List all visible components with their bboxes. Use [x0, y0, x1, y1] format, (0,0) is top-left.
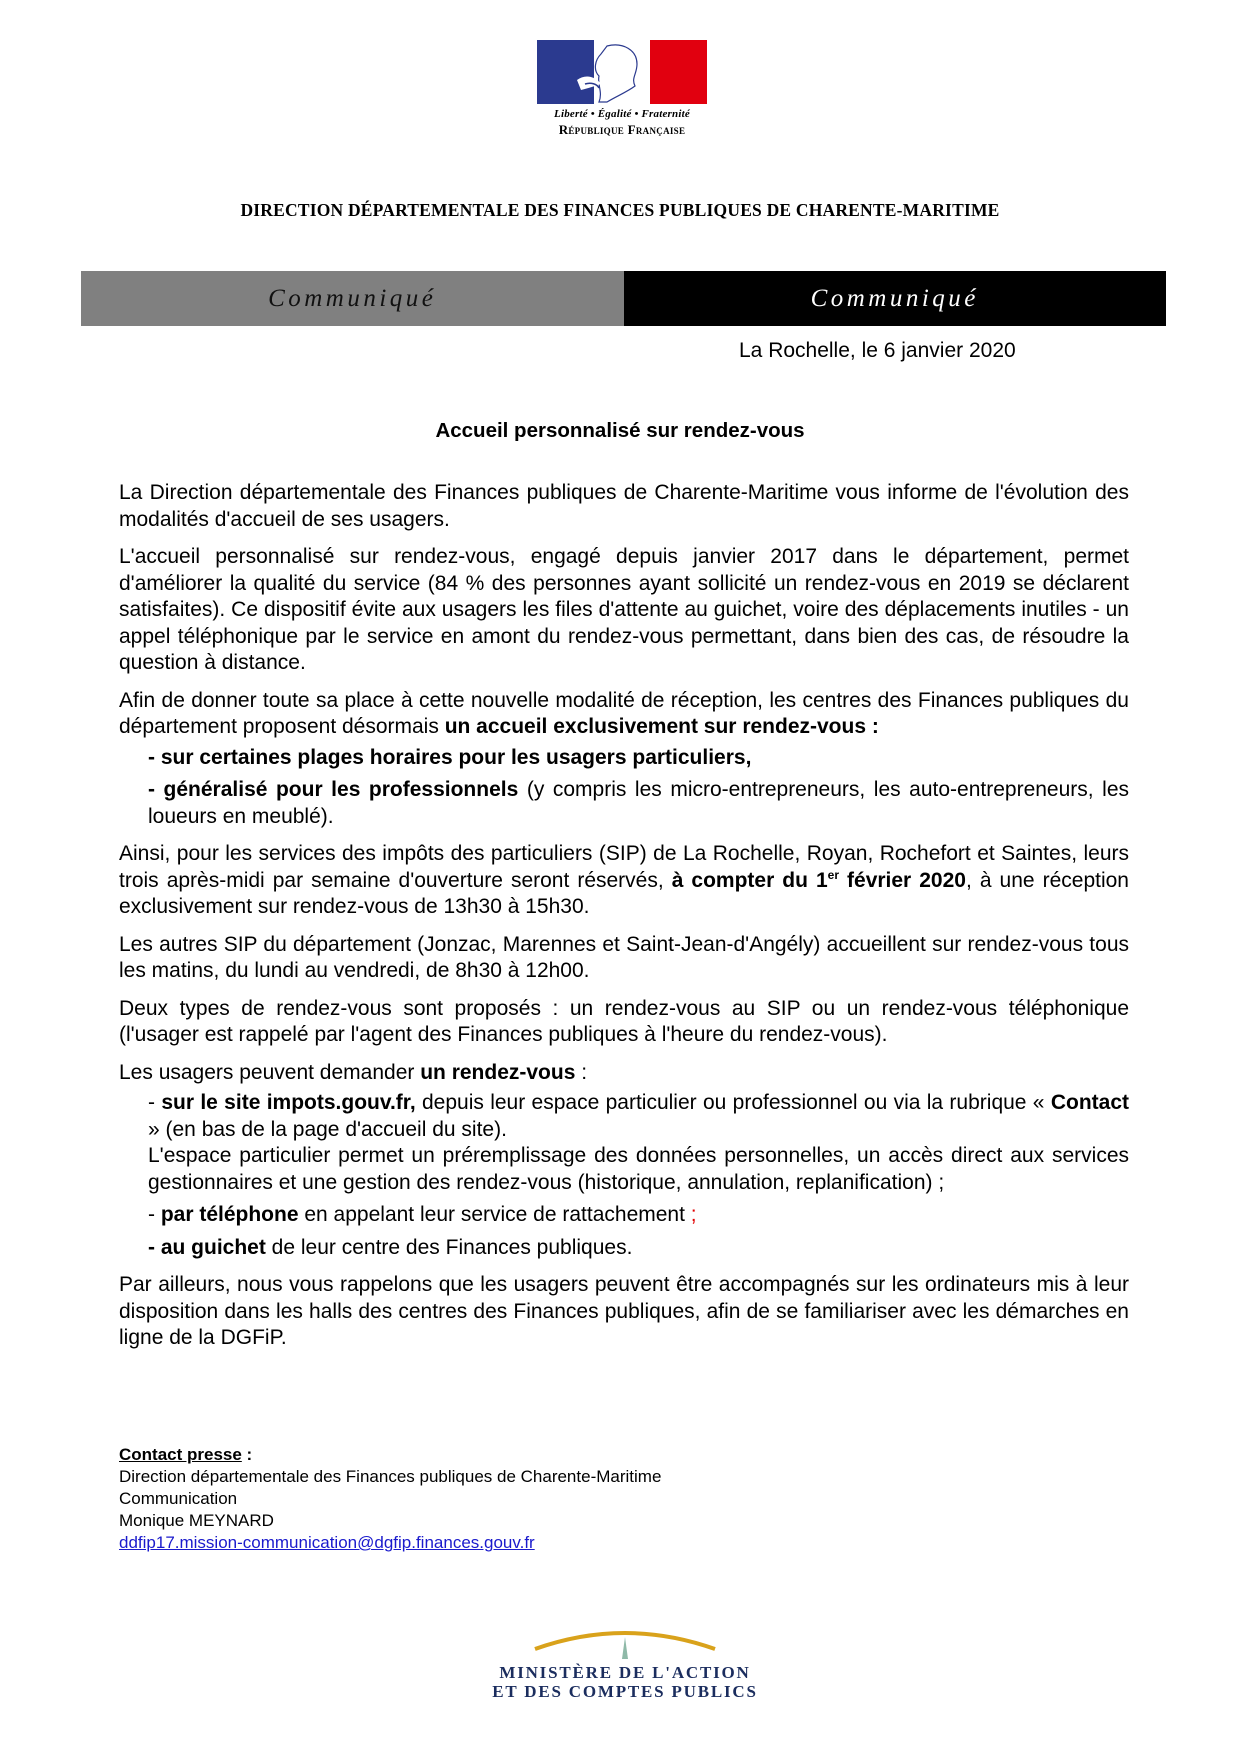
- contact-heading: Contact presse: [119, 1445, 242, 1464]
- paragraph: Deux types de rendez-vous sont proposés : un rendez-vous au SIP ou un rendez-vous téléphonique (l'usager est rappelé par l'agent des Finances publiques à l'heure du rendez-vous).: [119, 996, 1129, 1046]
- ministry-line-2: ET DES COMPTES PUBLICS: [492, 1682, 758, 1701]
- paragraph: La Direction départementale des Finances publiques de Charente-Maritime vous informe de l'évolution des modalités d'accueil de ses usagers.: [119, 481, 1129, 531]
- motto: Liberté • Égalité • Fraternité: [554, 108, 690, 120]
- paragraph: Les usagers peuvent demander un rendez-vous :: [119, 1060, 588, 1084]
- ministry-logo: [490, 1623, 760, 1701]
- ministry-arc-icon: [525, 1623, 725, 1663]
- paragraph: L'accueil personnalisé sur rendez-vous, engagé depuis janvier 2017 dans le département, permet d'améliorer la qualité du service (84 % des personnes ayant sollicité un rendez-vous en 2019 se déclarent satisfaites). Ce dispositif évite aux usagers les files d'attente au guichet, voire des déplacements inutiles - un appel téléphonique par le service en amont du rendez-vous permettant, dans bien des cas, de résoudre la question à distance.: [119, 545, 1129, 674]
- republique-francaise-label: République Française: [558, 122, 686, 137]
- marianne-icon: [537, 40, 707, 104]
- paragraph: Afin de donner toute sa place à cette nouvelle modalité de réception, les centres des Finances publiques du département proposent désormais un accueil exclusivement sur rendez-vous :: [119, 688, 1129, 738]
- contact-email-link[interactable]: ddfip17.mission-communication@dgfip.finances.gouv.fr: [119, 1533, 535, 1552]
- contact-line: Direction départementale des Finances publiques de Charente-Maritime: [119, 1467, 662, 1486]
- list-item: - sur le site impots.gouv.fr, depuis leur espace particulier ou professionnel ou via la rubrique « Contact » (en bas de la page d'accueil du site). L'espace particulier permet un préremplissage des données personnelles, un accès direct aux services gestionnaires et une gestion des rendez-vous (historique, annulation, replanification) ;: [148, 1091, 1129, 1194]
- ministry-line-1: MINISTÈRE DE L'ACTION: [499, 1663, 751, 1682]
- paragraph: Ainsi, pour les services des impôts des particuliers (SIP) de La Rochelle, Royan, Rochefort et Saintes, leurs trois après-midi par semaine d'ouverture seront réservés, à compter du 1er février 2020, à une réception exclusivement sur rendez-vous de 13h30 à 15h30.: [119, 842, 1129, 918]
- list-item: - sur certaines plages horaires pour les usagers particuliers,: [148, 745, 752, 769]
- press-contact: Contact presse : Direction départementale des Finances publiques de Charente-Maritime Communication Monique MEYNARD ddfip17.mission-communication@dgfip.finances.gouv.fr: [119, 1445, 662, 1552]
- page-title: Accueil personnalisé sur rendez-vous: [435, 419, 805, 442]
- list-item: - au guichet de leur centre des Finances publiques.: [148, 1235, 633, 1259]
- contact-line: Communication: [119, 1489, 238, 1508]
- contact-line: Monique MEYNARD: [119, 1511, 274, 1530]
- direction-heading: DIRECTION DÉPARTEMENTALE DES FINANCES PUBLIQUES DE CHARENTE-MARITIME: [240, 200, 1000, 220]
- list-item: - par téléphone en appelant leur service de rattachement ;: [148, 1203, 697, 1226]
- article-body: [119, 480, 1129, 1363]
- list-item: - généralisé pour les professionnels (y compris les micro-entrepreneurs, les auto-entrepreneurs, les loueurs en meublé).: [148, 778, 1130, 828]
- banner-left: Communiqué: [81, 271, 624, 326]
- banner-right: Communiqué: [624, 271, 1167, 326]
- paragraph: Les autres SIP du département (Jonzac, Marennes et Saint-Jean-d'Angély) accueillent sur rendez-vous tous les matins, du lundi au vendredi, de 8h30 à 12h00.: [119, 932, 1129, 982]
- republique-francaise-logo: [537, 40, 707, 138]
- date-line: La Rochelle, le 6 janvier 2020: [739, 339, 1016, 362]
- communique-banner: [81, 271, 1166, 326]
- paragraph: Par ailleurs, nous vous rappelons que les usagers peuvent être accompagnés sur les ordinateurs mis à leur disposition dans les halls des centres des Finances publiques, afin de se familiariser avec les démarches en ligne de la DGFiP.: [119, 1273, 1129, 1349]
